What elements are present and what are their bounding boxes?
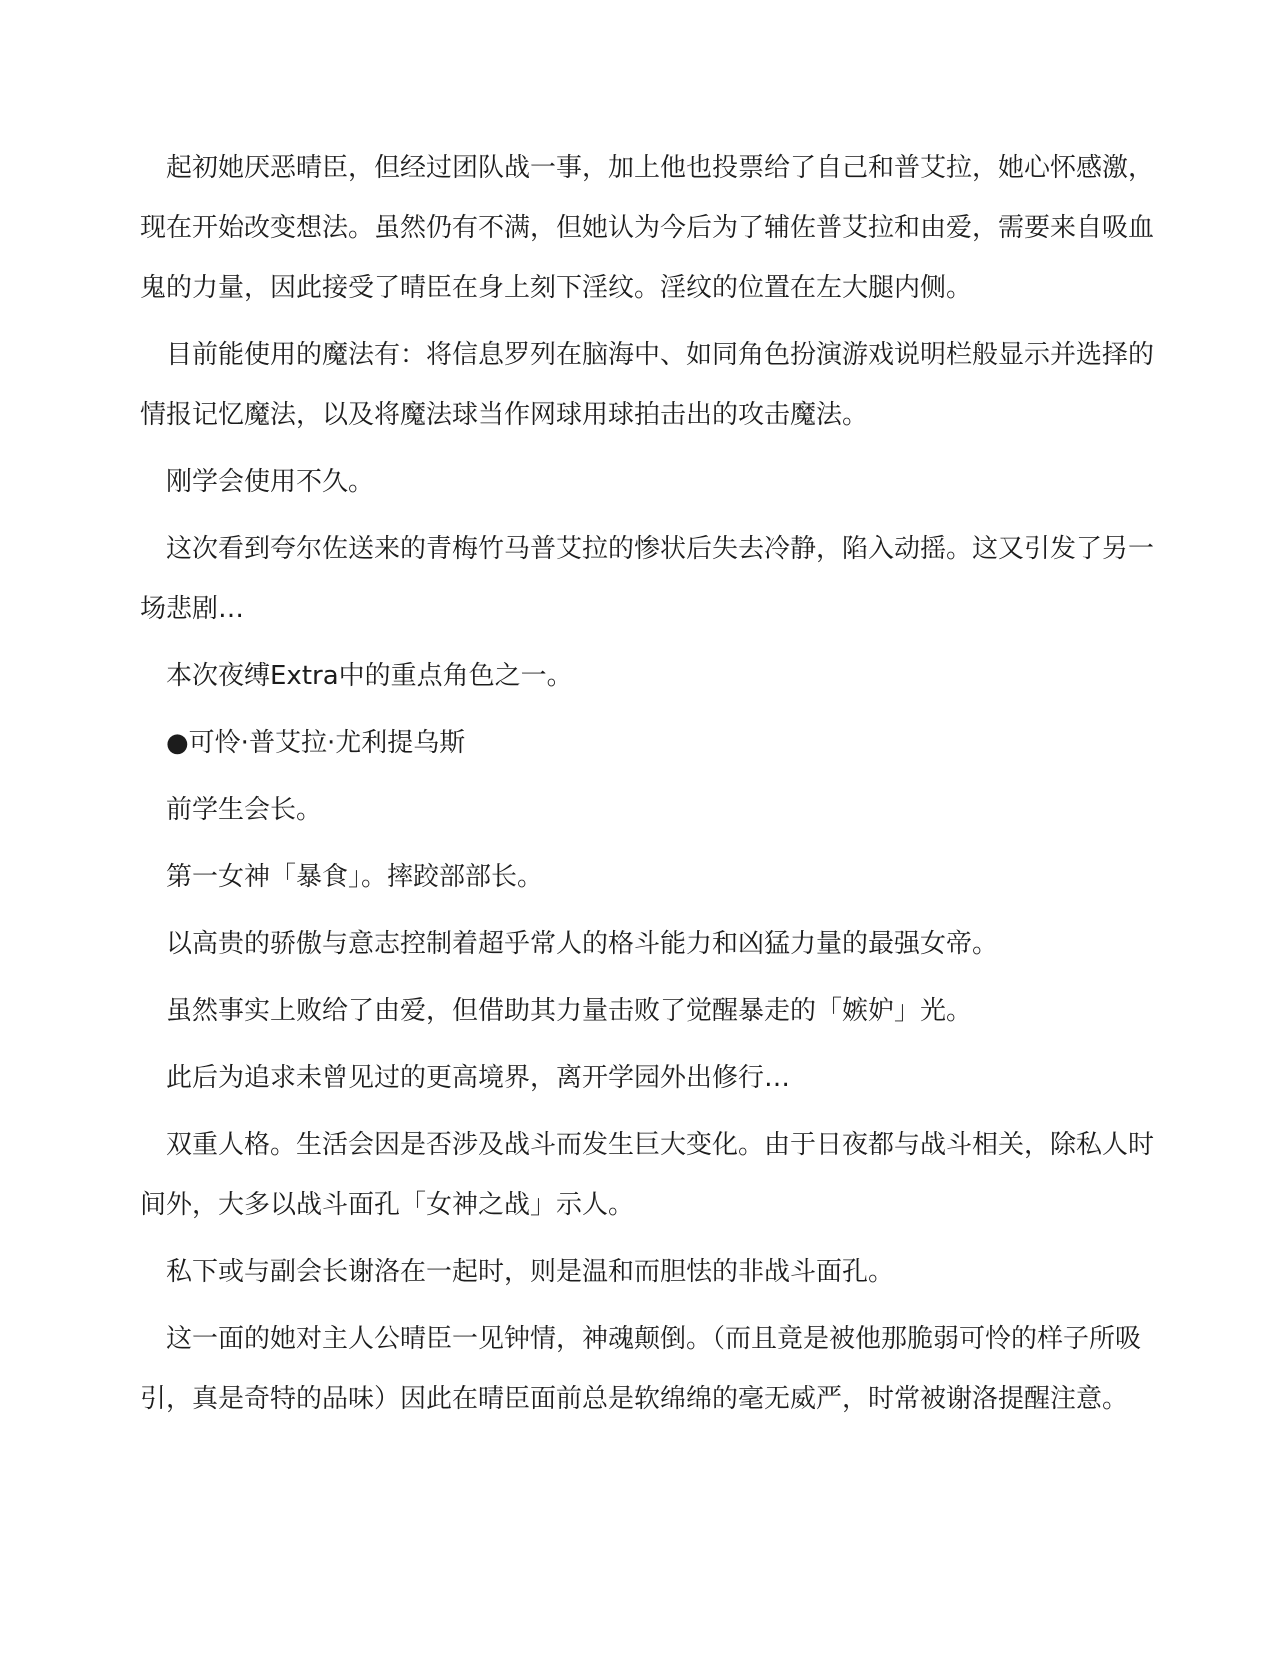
paragraph: 以高贵的骄傲与意志控制着超乎常人的格斗能力和凶猛力量的最强女帝。 — [166, 929, 999, 959]
paragraph: 此后为追求未曾见过的更高境界，离开学园外出修行… — [166, 1063, 791, 1093]
paragraph: 双重人格。生活会因是否涉及战斗而发生巨大变化。由于日夜都与战斗相关，除私人时间外，大多以战斗面孔「女神之战」示人。 — [140, 1130, 1155, 1220]
document-body — [140, 138, 1154, 1429]
paragraph: 起初她厌恶晴臣，但经过团队战一事，加上他也投票给了自己和普艾拉，她心怀感激，现在开始改变想法。虽然仍有不满，但她认为今后为了辅佐普艾拉和由爱，需要来自吸血鬼的力量，因此接受了晴臣在身上刻下淫纹。淫纹的位置在左大腿内侧。 — [140, 153, 1155, 303]
paragraph: 前学生会长。 — [166, 795, 323, 825]
paragraph: 第一女神「暴食」。摔跤部部长。 — [166, 862, 544, 892]
paragraph: 私下或与副会长谢洛在一起时，则是温和而胆怯的非战斗面孔。 — [166, 1257, 895, 1287]
paragraph: 目前能使用的魔法有：将信息罗列在脑海中、如同角色扮演游戏说明栏般显示并选择的情报记忆魔法，以及将魔法球当作网球用球拍击出的攻击魔法。 — [140, 340, 1155, 430]
paragraph: 这一面的她对主人公晴臣一见钟情，神魂颠倒。（而且竟是被他那脆弱可怜的样子所吸引，真是奇特的品味）因此在晴臣面前总是软绵绵的毫无威严，时常被谢洛提醒注意。 — [140, 1324, 1142, 1414]
character-name-heading: ●可怜·普艾拉·尤利提乌斯 — [166, 728, 466, 758]
paragraph: 本次夜缚Extra中的重点角色之一。 — [166, 661, 573, 691]
paragraph: 刚学会使用不久。 — [166, 467, 375, 497]
paragraph: 这次看到夸尔佐送来的青梅竹马普艾拉的惨状后失去冷静，陷入动摇。这又引发了另一场悲剧… — [140, 534, 1155, 624]
paragraph: 虽然事实上败给了由爱，但借助其力量击败了觉醒暴走的「嫉妒」光。 — [166, 996, 973, 1026]
